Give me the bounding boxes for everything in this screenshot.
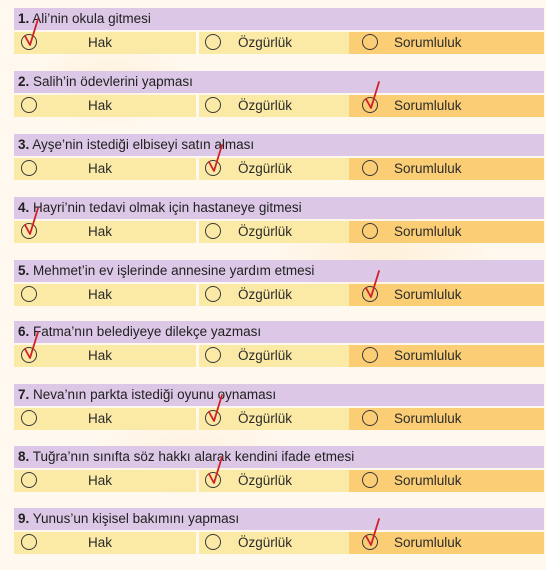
radio-circle[interactable] (205, 34, 221, 50)
question-number: 7. (18, 387, 30, 402)
option-ozgurluk[interactable] (199, 345, 349, 367)
option-label: Sorumluluk (394, 287, 462, 302)
radio-circle[interactable] (205, 534, 221, 550)
option-ozgurluk[interactable] (199, 284, 349, 306)
radio-circle[interactable] (205, 223, 221, 239)
option-label: Özgürlük (238, 348, 293, 363)
option-label: Özgürlük (238, 535, 293, 550)
radio-circle[interactable] (21, 534, 37, 550)
question-4 (14, 197, 544, 243)
option-label: Hak (88, 473, 113, 488)
option-label: Hak (88, 161, 113, 176)
option-ozgurluk[interactable] (199, 95, 349, 117)
question-number: 6. (18, 324, 30, 339)
option-hak[interactable] (14, 408, 196, 430)
option-label: Sorumluluk (394, 35, 462, 50)
question-label: Fatma’nın belediyeye dilekçe yazması (33, 324, 262, 339)
radio-circle[interactable] (362, 97, 378, 113)
option-ozgurluk[interactable] (199, 158, 349, 180)
question-label: Salih’in ödevlerini yapması (33, 74, 193, 89)
option-label: Sorumluluk (394, 411, 462, 426)
question-text (14, 134, 544, 156)
question-text (14, 71, 544, 93)
option-hak[interactable] (14, 532, 196, 554)
radio-circle[interactable] (21, 286, 37, 302)
option-sorumluluk[interactable] (349, 221, 544, 243)
radio-circle[interactable] (21, 410, 37, 426)
question-number: 4. (18, 200, 30, 215)
radio-circle[interactable] (205, 347, 221, 363)
option-label: Sorumluluk (394, 473, 462, 488)
option-hak[interactable] (14, 284, 196, 306)
radio-circle[interactable] (362, 34, 378, 50)
question-label: Ali’nin okula gitmesi (32, 11, 151, 26)
option-sorumluluk[interactable] (349, 345, 544, 367)
question-7 (14, 384, 544, 430)
option-label: Hak (88, 224, 113, 239)
option-ozgurluk[interactable] (199, 221, 349, 243)
question-label: Yunus’un kişisel bakımını yapması (32, 511, 240, 526)
option-hak[interactable] (14, 345, 196, 367)
question-1 (14, 8, 544, 54)
option-label: Özgürlük (238, 98, 293, 113)
question-label: Mehmet’in ev işlerinde annesine yardım etmesi (33, 263, 315, 278)
radio-circle[interactable] (21, 34, 37, 50)
radio-circle[interactable] (21, 97, 37, 113)
radio-circle[interactable] (362, 223, 378, 239)
option-ozgurluk[interactable] (199, 408, 349, 430)
question-6 (14, 321, 544, 367)
radio-circle[interactable] (21, 472, 37, 488)
option-label: Özgürlük (238, 35, 293, 50)
option-ozgurluk[interactable] (199, 470, 349, 492)
question-text (14, 384, 544, 406)
question-8 (14, 446, 544, 492)
radio-circle[interactable] (362, 472, 378, 488)
radio-circle[interactable] (362, 410, 378, 426)
question-number: 9. (18, 511, 30, 526)
radio-circle[interactable] (21, 347, 37, 363)
question-text (14, 260, 544, 282)
option-label: Hak (88, 348, 113, 363)
question-2 (14, 71, 544, 117)
option-label: Hak (88, 287, 113, 302)
option-label: Sorumluluk (394, 535, 462, 550)
question-text (14, 508, 544, 530)
radio-circle[interactable] (21, 160, 37, 176)
radio-circle[interactable] (362, 286, 378, 302)
question-label: Tuğra’nın sınıfta söz hakkı alarak kendini ifade etmesi (32, 449, 355, 464)
radio-circle[interactable] (362, 160, 378, 176)
option-sorumluluk[interactable] (349, 158, 544, 180)
option-hak[interactable] (14, 470, 196, 492)
option-hak[interactable] (14, 32, 196, 54)
question-text (14, 321, 544, 343)
option-hak[interactable] (14, 95, 196, 117)
option-label: Özgürlük (238, 161, 293, 176)
option-sorumluluk[interactable] (349, 408, 544, 430)
option-label: Sorumluluk (394, 224, 462, 239)
question-number: 3. (18, 137, 30, 152)
option-label: Özgürlük (238, 411, 293, 426)
option-label: Özgürlük (238, 473, 293, 488)
option-label: Sorumluluk (394, 98, 462, 113)
question-label: Ayşe’nin istediği elbiseyi satın alması (32, 137, 255, 152)
question-number: 5. (18, 263, 30, 278)
question-number: 2. (18, 74, 30, 89)
question-label: Hayri’nin tedavi olmak için hastaneye gitmesi (33, 200, 302, 215)
option-label: Hak (88, 535, 113, 550)
question-number: 1. (18, 11, 30, 26)
question-number: 8. (18, 449, 30, 464)
option-hak[interactable] (14, 158, 196, 180)
question-label: Neva’nın parkta istediği oyunu oynaması (33, 387, 277, 402)
radio-circle[interactable] (205, 472, 221, 488)
option-hak[interactable] (14, 221, 196, 243)
radio-circle[interactable] (362, 347, 378, 363)
radio-circle[interactable] (21, 223, 37, 239)
option-label: Özgürlük (238, 287, 293, 302)
option-label: Hak (88, 411, 113, 426)
radio-circle[interactable] (205, 97, 221, 113)
radio-circle[interactable] (205, 160, 221, 176)
option-sorumluluk[interactable] (349, 532, 544, 554)
option-label: Özgürlük (238, 224, 293, 239)
option-sorumluluk[interactable] (349, 470, 544, 492)
question-text (14, 446, 544, 468)
question-9 (14, 508, 544, 554)
option-sorumluluk[interactable] (349, 95, 544, 117)
radio-circle[interactable] (205, 410, 221, 426)
question-5 (14, 260, 544, 306)
option-label: Sorumluluk (394, 161, 462, 176)
radio-circle[interactable] (362, 534, 378, 550)
question-3 (14, 134, 544, 180)
option-sorumluluk[interactable] (349, 32, 544, 54)
option-ozgurluk[interactable] (199, 532, 349, 554)
question-text (14, 197, 544, 219)
option-label: Sorumluluk (394, 348, 462, 363)
option-label: Hak (88, 98, 113, 113)
radio-circle[interactable] (205, 286, 221, 302)
option-sorumluluk[interactable] (349, 284, 544, 306)
option-ozgurluk[interactable] (199, 32, 349, 54)
question-text (14, 8, 544, 30)
option-label: Hak (88, 35, 113, 50)
